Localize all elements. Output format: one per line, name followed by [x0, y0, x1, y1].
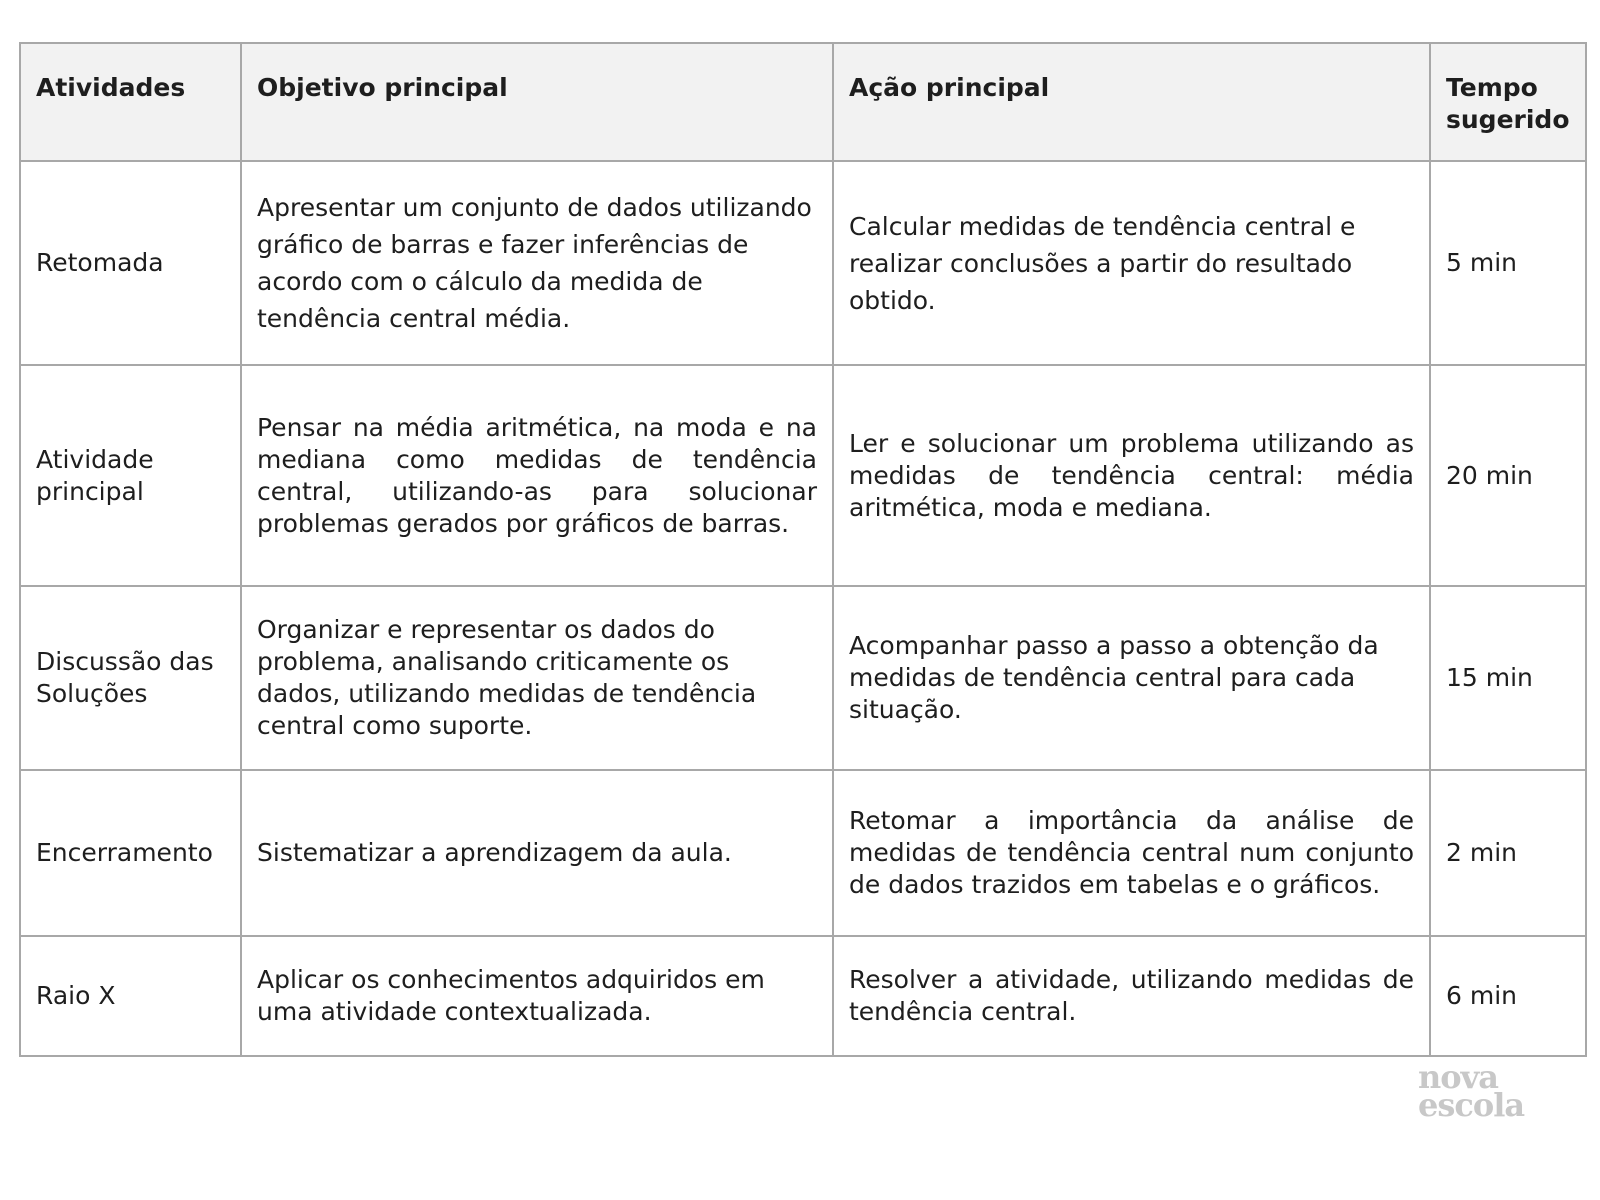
table-row — [20, 936, 1586, 1056]
cell-acao: Calcular medidas de tendência central e realizar conclusões a partir do resultado obtido. — [833, 161, 1430, 365]
table-row — [20, 365, 1586, 586]
lesson-plan-table — [19, 42, 1587, 1057]
cell-objetivo: Aplicar os conhecimentos adquiridos em uma atividade contextualizada. — [241, 936, 833, 1056]
cell-objetivo: Pensar na média aritmética, na moda e na mediana como medidas de tendência central, utilizando-as para solucionar problemas gerados por gráficos de barras. — [241, 365, 833, 586]
table-row — [20, 770, 1586, 936]
cell-objetivo: Apresentar um conjunto de dados utilizando gráfico de barras e fazer inferências de acordo com o cálculo da medida de tendência central média. — [241, 161, 833, 365]
cell-objetivo: Sistematizar a aprendizagem da aula. — [241, 770, 833, 936]
header-atividades: Atividades — [20, 43, 241, 161]
cell-atividade: Raio X — [20, 936, 241, 1056]
header-acao: Ação principal — [833, 43, 1430, 161]
cell-acao: Resolver a atividade, utilizando medidas de tendência central. — [833, 936, 1430, 1056]
header-tempo: Tempo sugerido — [1430, 43, 1586, 161]
table-body — [20, 161, 1586, 1056]
cell-tempo: 15 min — [1430, 586, 1586, 770]
table-row — [20, 586, 1586, 770]
logo-line-escola: escola — [1418, 1086, 1525, 1124]
cell-tempo: 2 min — [1430, 770, 1586, 936]
cell-atividade: Encerramento — [20, 770, 241, 936]
logo-line-nova: nova — [1418, 1058, 1498, 1096]
cell-acao: Ler e solucionar um problema utilizando as medidas de tendência central: média aritmética, moda e mediana. — [833, 365, 1430, 586]
header-objetivo: Objetivo principal — [241, 43, 833, 161]
cell-atividade: Atividade principal — [20, 365, 241, 586]
cell-atividade: Retomada — [20, 161, 241, 365]
cell-tempo: 20 min — [1430, 365, 1586, 586]
cell-acao: Acompanhar passo a passo a obtenção da medidas de tendência central para cada situação. — [833, 586, 1430, 770]
cell-tempo: 5 min — [1430, 161, 1586, 365]
cell-acao: Retomar a importância da análise de medidas de tendência central num conjunto de dados trazidos em tabelas e o gráficos. — [833, 770, 1430, 936]
cell-tempo: 6 min — [1430, 936, 1586, 1056]
table-header — [20, 43, 1586, 161]
nova-escola-logo — [1418, 1058, 1538, 1124]
table-row — [20, 161, 1586, 365]
cell-objetivo: Organizar e representar os dados do problema, analisando criticamente os dados, utilizando medidas de tendência central como suporte. — [241, 586, 833, 770]
header-row — [20, 43, 1586, 161]
cell-atividade: Discussão das Soluções — [20, 586, 241, 770]
